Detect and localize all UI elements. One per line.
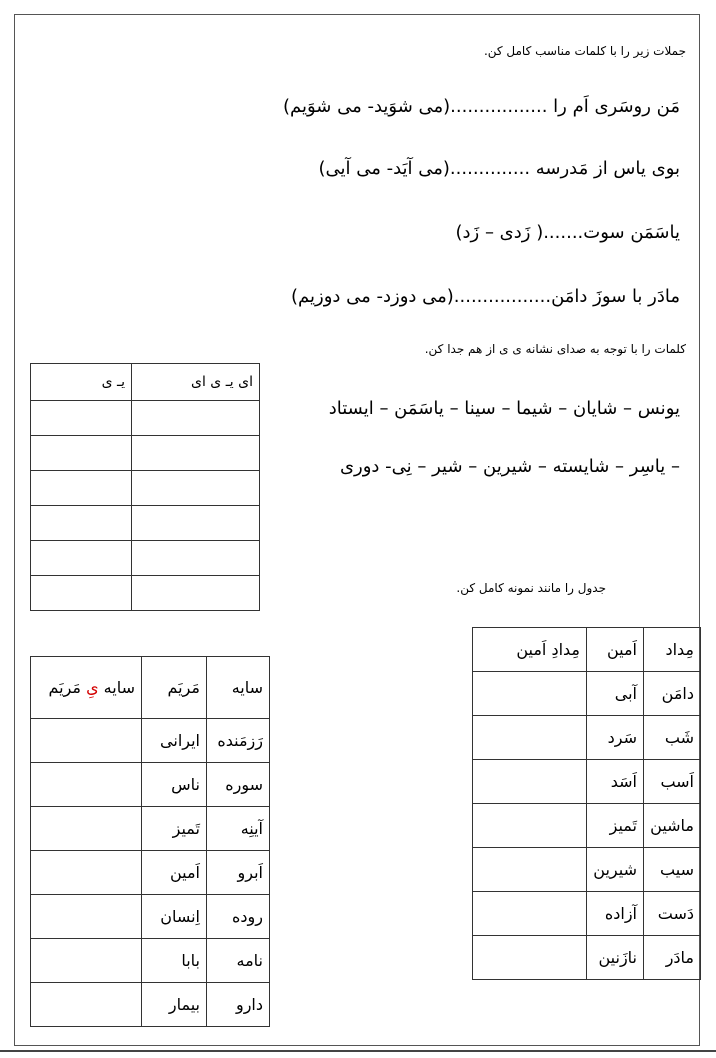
modifier-cell: تَمیز <box>142 807 207 851</box>
answer-cell[interactable] <box>31 541 132 576</box>
noun-cell: اَسب <box>644 760 701 804</box>
answer-cell[interactable] <box>132 506 260 541</box>
table-row <box>31 851 270 895</box>
instruction-sort-words: کلمات را با توجه به صدای نشانه ی ی از هم جدا کن. <box>424 342 686 356</box>
noun-cell: دارو <box>207 983 270 1027</box>
noun-cell: ماشین <box>644 804 701 848</box>
adjective-cell: اَسَد <box>587 760 644 804</box>
sound-sort-table <box>30 363 260 611</box>
table-row <box>31 436 260 471</box>
adjective-cell: نازَنین <box>587 936 644 980</box>
header-cell: ای یـ ی ای <box>132 364 260 401</box>
table-row <box>473 760 701 804</box>
answer-cell[interactable] <box>31 576 132 611</box>
answer-cell[interactable] <box>132 576 260 611</box>
modifier-cell: بابا <box>142 939 207 983</box>
modifier-cell: اِنسان <box>142 895 207 939</box>
table-row <box>31 763 270 807</box>
word-list-line-2: – یاسِر – شایسته – شیرین – شیر – نِی- دوری <box>339 456 680 477</box>
header-cell: مِداد <box>644 628 701 672</box>
adjective-cell: سَرد <box>587 716 644 760</box>
answer-cell[interactable] <box>31 851 142 895</box>
answer-cell[interactable] <box>31 471 132 506</box>
noun-cell: اَبرو <box>207 851 270 895</box>
noun-cell: روده <box>207 895 270 939</box>
possessive-table-left <box>30 656 270 1027</box>
answer-cell[interactable] <box>31 983 142 1027</box>
noun-cell: شَب <box>644 716 701 760</box>
table-row <box>31 895 270 939</box>
table-row <box>31 506 260 541</box>
word-list-line-1: یونس – شایان – شیما – سینا – یاسَمَن – ایستاد <box>328 398 680 419</box>
adjective-cell: تَمیز <box>587 804 644 848</box>
answer-cell[interactable] <box>132 401 260 436</box>
example-part: مَریَم <box>48 678 87 697</box>
answer-cell[interactable] <box>132 436 260 471</box>
sentence-2: بوی یاس از مَدرسه ..............(می آیَد- می آیی) <box>318 158 680 179</box>
instruction-complete-table: جدول را مانند نمونه کامل کن. <box>456 581 606 595</box>
answer-cell[interactable] <box>132 541 260 576</box>
noun-cell: دَست <box>644 892 701 936</box>
answer-cell[interactable] <box>473 716 587 760</box>
table-row <box>473 848 701 892</box>
sentence-1: مَن روسَری اَم را .................(می شوَید- می شوَیم) <box>282 96 680 117</box>
table-row <box>31 939 270 983</box>
header-cell: اَمین <box>587 628 644 672</box>
bottom-rule <box>0 1050 716 1052</box>
answer-cell[interactable] <box>31 763 142 807</box>
table-row <box>31 541 260 576</box>
answer-cell[interactable] <box>473 804 587 848</box>
answer-cell[interactable] <box>31 719 142 763</box>
noun-cell: دامَن <box>644 672 701 716</box>
instruction-complete-sentences: جملات زیر را با کلمات مناسب کامل کن. <box>483 44 686 58</box>
modifier-cell: ایرانی <box>142 719 207 763</box>
answer-cell[interactable] <box>132 471 260 506</box>
example-header-cell <box>31 657 142 719</box>
table-header-row <box>31 657 270 719</box>
answer-cell[interactable] <box>31 807 142 851</box>
table-row <box>31 576 260 611</box>
answer-cell[interactable] <box>31 895 142 939</box>
table-row <box>473 936 701 980</box>
noun-cell: نامه <box>207 939 270 983</box>
answer-cell[interactable] <box>473 848 587 892</box>
noun-cell: آینِه <box>207 807 270 851</box>
modifier-cell: ناس <box>142 763 207 807</box>
header-cell: مَریَم <box>142 657 207 719</box>
table-row <box>31 401 260 436</box>
table-row <box>31 719 270 763</box>
adjective-cell: شیرین <box>587 848 644 892</box>
table-row <box>473 892 701 936</box>
noun-cell: سوره <box>207 763 270 807</box>
answer-cell[interactable] <box>31 436 132 471</box>
table-row <box>473 672 701 716</box>
sentence-3: یاسَمَن سوت.......( زَدی – زَد) <box>455 222 680 243</box>
adjective-cell: آزاده <box>587 892 644 936</box>
sentence-4: مادَر با سوزَ دامَن.................(می دوزد- می دوزیم) <box>291 286 680 307</box>
answer-cell[interactable] <box>473 760 587 804</box>
table-header-row <box>31 364 260 401</box>
modifier-cell: اَمین <box>142 851 207 895</box>
example-part: سایه <box>98 678 135 697</box>
adjective-cell: آبی <box>587 672 644 716</box>
table-row <box>473 716 701 760</box>
noun-cell: سیب <box>644 848 701 892</box>
table-row <box>31 471 260 506</box>
table-row <box>31 983 270 1027</box>
answer-cell[interactable] <box>31 506 132 541</box>
answer-cell[interactable] <box>31 401 132 436</box>
answer-cell[interactable] <box>473 936 587 980</box>
header-cell: سایه <box>207 657 270 719</box>
table-row <box>473 804 701 848</box>
possessive-table-right <box>472 627 701 980</box>
example-ezafe-red: یِ <box>86 678 99 697</box>
table-header-row <box>473 628 701 672</box>
table-row <box>31 807 270 851</box>
noun-cell: رَزمَنده <box>207 719 270 763</box>
answer-cell[interactable] <box>473 892 587 936</box>
modifier-cell: بیمار <box>142 983 207 1027</box>
header-cell: مِدادِ اَمین <box>473 628 587 672</box>
noun-cell: مادَر <box>644 936 701 980</box>
answer-cell[interactable] <box>473 672 587 716</box>
header-cell: یـ ی <box>31 364 132 401</box>
answer-cell[interactable] <box>31 939 142 983</box>
